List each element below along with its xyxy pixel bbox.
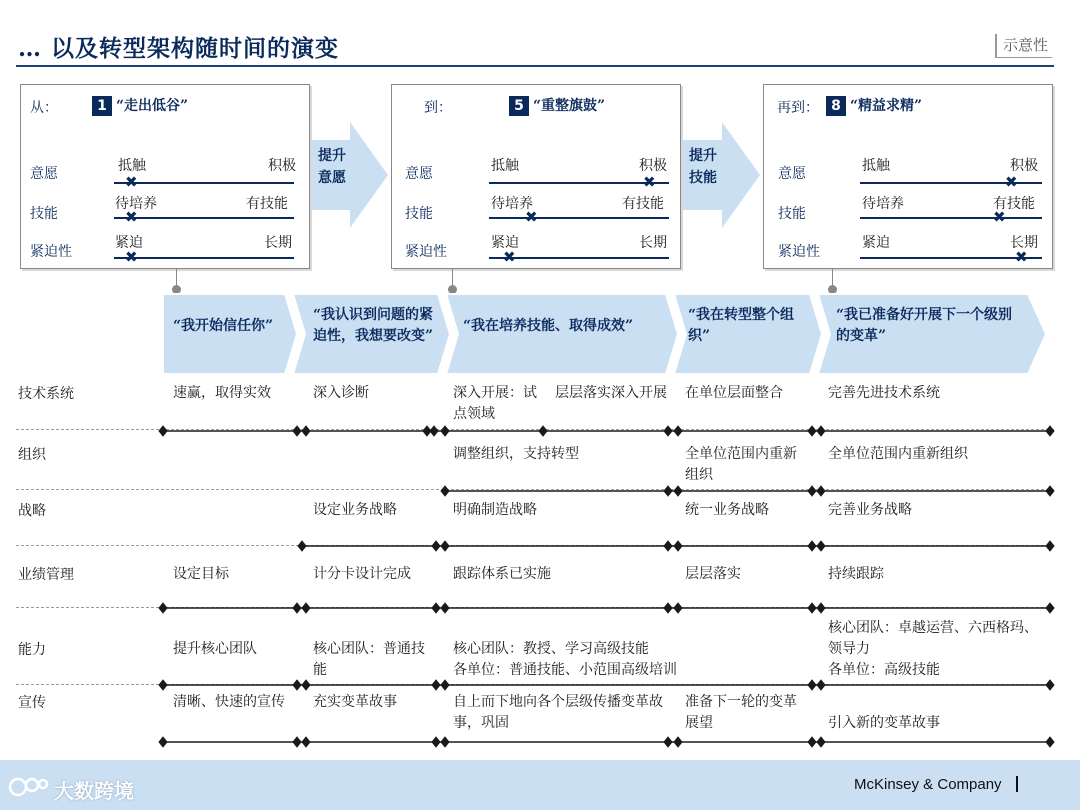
stage-1-urgency-left: 紧迫 xyxy=(115,235,143,251)
band-mindset-1: “我开始信任你” xyxy=(173,318,274,334)
stage-1-willingness-right: 积极 xyxy=(268,158,296,174)
cell-perf-stage-2: 计分卡设计完成 xyxy=(313,566,411,582)
stage-8-dim-skills: 技能 xyxy=(778,206,806,222)
row-label-communication: 宣传 xyxy=(18,695,46,711)
cell-comm-stage-5: 引入新的变革故事 xyxy=(828,715,940,731)
cell-tech-stage-3a: 深入开展：试点领域 xyxy=(453,385,537,422)
cell-org-stage-4: 全单位范围内重新组织 xyxy=(685,446,797,483)
cell-comm-stage-1: 清晰、快速的宣传 xyxy=(173,694,285,710)
cell-comm-stage-3: 自上而下地向各个层级传播变革故事，巩固 xyxy=(453,694,663,731)
stage-1-skills-left: 待培养 xyxy=(115,196,157,212)
cell-strategy-stage-4: 统一业务战略 xyxy=(685,502,769,518)
cell-cap-stage-1: 提升核心团队 xyxy=(173,641,257,657)
cell-org-stage-5: 全单位范围内重新组织 xyxy=(828,446,968,462)
stage-8-dim-urgency: 紧迫性 xyxy=(778,244,820,260)
cell-cap-stage-3-core: 核心团队：教授、学习高级技能 xyxy=(453,641,649,657)
cell-comm-stage-4: 准备下一轮的变革展望 xyxy=(685,694,797,731)
page-title: … 以及转型架构随时间的演变 xyxy=(18,35,340,62)
cell-strategy-stage-5: 完善业务战略 xyxy=(828,502,912,518)
stage-5-skills-right: 有技能 xyxy=(622,196,664,212)
cell-tech-stage-1: 速赢，取得实效 xyxy=(173,385,271,401)
stage-8-dim-willingness: 意愿 xyxy=(778,166,806,182)
stage-1-prefix: 从： xyxy=(30,100,58,116)
stage-1-name: “走出低谷” xyxy=(116,98,189,114)
cell-strategy-stage-3: 明确制造战略 xyxy=(453,502,537,518)
stage-8-name: “精益求精” xyxy=(850,98,923,114)
stage-5-number: 5 xyxy=(509,96,529,116)
cell-strategy-stage-2: 设定业务战略 xyxy=(313,502,397,518)
row-label-organization: 组织 xyxy=(18,447,46,463)
stage-5-skills-left: 待培养 xyxy=(491,196,533,212)
cell-cap-stage-5-units: 各单位：高级技能 xyxy=(828,662,940,678)
stage-5-willingness-marker: ✖ xyxy=(643,173,656,191)
band-mindset-5: “我已准备好开展下一个级别的变革” xyxy=(836,307,1013,344)
stage-1-dim-skills: 技能 xyxy=(30,206,58,222)
stage-1-skills-right: 有技能 xyxy=(246,196,288,212)
stage-1-urgency-right: 长期 xyxy=(264,235,292,251)
cell-perf-stage-5: 持续跟踪 xyxy=(828,566,884,582)
watermark-text: 大数跨境 xyxy=(54,779,134,803)
cell-cap-stage-5-core: 核心团队：卓越运营、六西格玛、领导力 xyxy=(828,620,1038,657)
transition-arrow-2-label: 提升技能 xyxy=(689,148,717,186)
row-label-performance: 业绩管理 xyxy=(18,567,74,583)
stage-8-urgency-marker: ✖ xyxy=(1015,248,1028,266)
cell-perf-stage-3: 跟踪体系已实施 xyxy=(453,566,551,582)
stage-1-urgency-marker: ✖ xyxy=(125,248,138,266)
stage-8-willingness-marker: ✖ xyxy=(1005,173,1018,191)
band-mindset-3: “我在培养技能、取得成效” xyxy=(463,318,634,334)
cell-perf-stage-4: 层层落实 xyxy=(685,566,741,582)
illustrative-tag: 示意性 xyxy=(995,34,1052,58)
stage-5-dim-willingness: 意愿 xyxy=(405,166,433,182)
stage-5-dim-skills: 技能 xyxy=(405,206,433,222)
cell-perf-stage-1: 设定目标 xyxy=(173,566,229,582)
stage-8-number: 8 xyxy=(826,96,846,116)
stage-8-skills-right: 有技能 xyxy=(993,196,1035,212)
stage-1-dim-urgency: 紧迫性 xyxy=(30,244,72,260)
stage-8-urgency-right: 长期 xyxy=(1010,235,1038,251)
stage-5-willingness-left: 抵触 xyxy=(491,158,519,174)
cell-tech-stage-2: 深入诊断 xyxy=(313,385,369,401)
stage-1-willingness-left: 抵触 xyxy=(118,158,146,174)
stage-5-willingness-right: 积极 xyxy=(639,158,667,174)
stage-5-prefix: 到： xyxy=(424,100,452,116)
cell-org-stage-3: 调整组织，支持转型 xyxy=(453,446,579,462)
stage-1-willingness-marker: ✖ xyxy=(125,173,138,191)
stage-8-willingness-left: 抵触 xyxy=(862,158,890,174)
row-label-capability: 能力 xyxy=(18,642,46,658)
stage-8-urgency-left: 紧迫 xyxy=(862,235,890,251)
cell-tech-stage-3b: 层层落实深入开展 xyxy=(555,385,667,401)
stage-5-urgency-left: 紧迫 xyxy=(491,235,519,251)
watermark-logo-icon xyxy=(8,774,50,800)
band-mindset-2: “我认识到问题的紧迫性，我想要改变” xyxy=(313,307,434,344)
stage-5-skills-marker: ✖ xyxy=(525,208,538,226)
cell-cap-stage-3-units: 各单位：普通技能、小范围高级培训 xyxy=(453,662,677,678)
stage-5-urgency-marker: ✖ xyxy=(503,248,516,266)
stage-8-willingness-right: 积极 xyxy=(1010,158,1038,174)
cell-cap-stage-2: 核心团队：普通技能 xyxy=(313,641,425,678)
stage-5-dim-urgency: 紧迫性 xyxy=(405,244,447,260)
stage-8-prefix: 再到： xyxy=(777,100,819,116)
cell-tech-stage-4: 在单位层面整合 xyxy=(685,385,783,401)
row-label-strategy: 战略 xyxy=(18,503,46,519)
cell-tech-stage-5: 完善先进技术系统 xyxy=(828,385,940,401)
cell-comm-stage-2: 充实变革故事 xyxy=(313,694,397,710)
row-label-tech-system: 技术系统 xyxy=(18,386,74,402)
stage-1-skills-marker: ✖ xyxy=(125,208,138,226)
stage-1-number: 1 xyxy=(92,96,112,116)
stage-5-name: “重整旗鼓” xyxy=(533,98,606,114)
stage-8-skills-marker: ✖ xyxy=(993,208,1006,226)
band-mindset-4: “我在转型整个组织” xyxy=(688,307,795,344)
stage-1-dim-willingness: 意愿 xyxy=(30,166,58,182)
transition-arrow-1-label: 提升意愿 xyxy=(318,148,346,186)
footer-divider xyxy=(1016,776,1018,792)
stage-5-urgency-right: 长期 xyxy=(639,235,667,251)
footer-brand: McKinsey & Company xyxy=(854,776,1002,793)
stage-8-skills-left: 待培养 xyxy=(862,196,904,212)
